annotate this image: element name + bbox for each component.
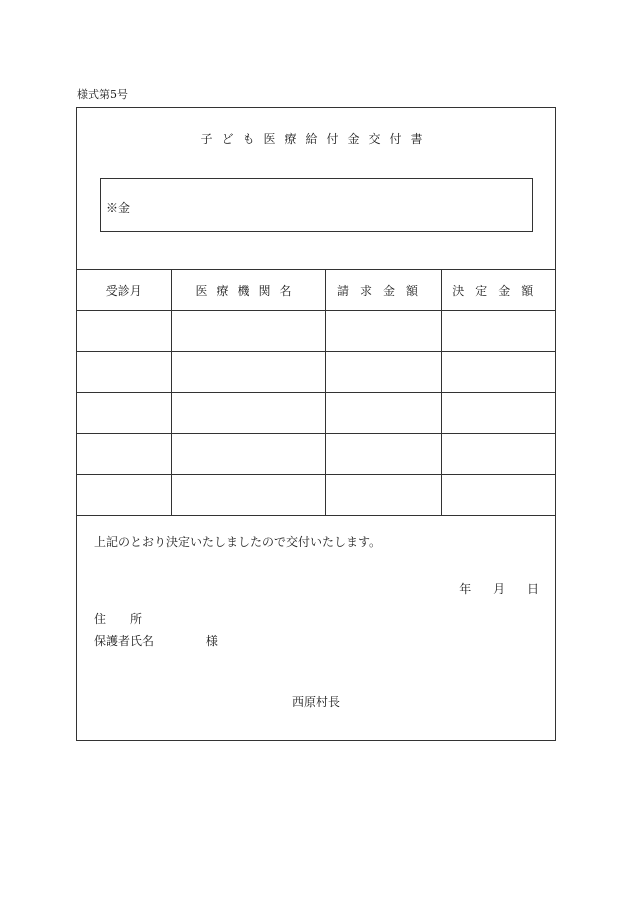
- date-line: [441, 580, 539, 597]
- honorific: 様: [205, 634, 218, 648]
- table-cell: [441, 475, 555, 516]
- table-cell: [325, 434, 441, 475]
- table-cell: [441, 393, 555, 434]
- table-cell: [325, 393, 441, 434]
- header-visit-month: 受診月: [77, 270, 171, 311]
- table-cell: [171, 393, 325, 434]
- header-claim-amount: 請求金額: [325, 270, 441, 311]
- date-day: 日: [526, 582, 539, 596]
- table-cell: [441, 352, 555, 393]
- table-cell: [77, 352, 171, 393]
- table-cell: [77, 393, 171, 434]
- form-title: 子ども医療給付金交付書: [200, 132, 432, 146]
- table-cell: [77, 434, 171, 475]
- table-header-row: [77, 270, 555, 311]
- form-number: 様式第5号: [77, 88, 128, 101]
- amount-label: ※金: [106, 201, 131, 215]
- table-cell: [325, 475, 441, 516]
- grant-notice-form: [76, 107, 556, 741]
- amount-box: [100, 178, 533, 232]
- date-year: 年: [459, 582, 472, 596]
- guardian-line: [94, 632, 218, 649]
- table-row: [77, 393, 555, 434]
- table-cell: [171, 311, 325, 352]
- table-cell: [171, 434, 325, 475]
- table-cell: [77, 475, 171, 516]
- address-line: [94, 610, 142, 627]
- header-decided-amount: 決定金額: [441, 270, 555, 311]
- table-row: [77, 434, 555, 475]
- header-institution: 医療機関名: [171, 270, 325, 311]
- table-cell: [441, 434, 555, 475]
- table-cell: [325, 311, 441, 352]
- details-table: [77, 269, 555, 516]
- date-month: 月: [493, 582, 506, 596]
- table-row: [77, 352, 555, 393]
- issuer-name: 西原村長: [291, 695, 340, 709]
- table-row: [77, 311, 555, 352]
- guardian-name-label: 保護者氏名: [94, 634, 155, 648]
- address-label: 住 所: [94, 612, 143, 626]
- table-cell: [171, 475, 325, 516]
- table-row: [77, 475, 555, 516]
- table-cell: [441, 311, 555, 352]
- table-cell: [325, 352, 441, 393]
- table-cell: [171, 352, 325, 393]
- decision-notice: 上記のとおり決定いたしましたので交付いたします。: [94, 535, 382, 549]
- table-cell: [77, 311, 171, 352]
